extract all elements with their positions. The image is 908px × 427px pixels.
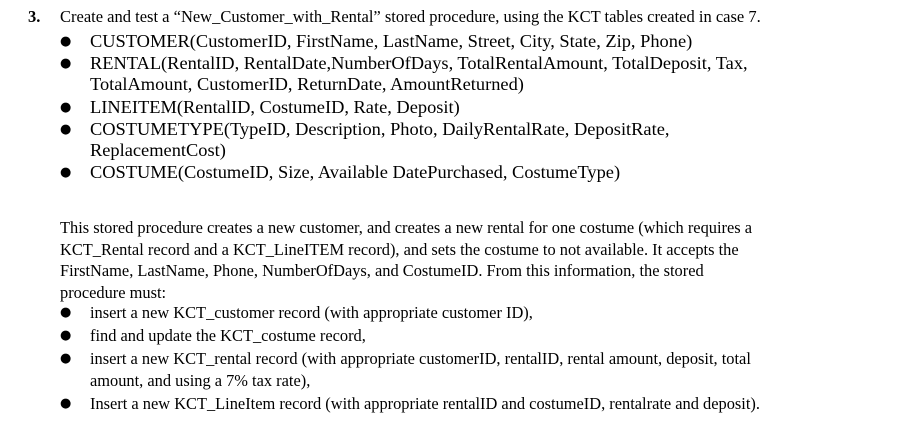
bullet-icon: ●	[60, 34, 72, 49]
step-line-continued: amount, and using a 7% tax rate),	[90, 370, 311, 390]
schema-line: COSTUME(CostumeID, Size, Available DatePurchased, CostumeType)	[90, 162, 621, 183]
bullet-icon: ●	[60, 305, 72, 320]
schema-line: CUSTOMER(CustomerID, FirstName, LastName, Street, City, State, Zip, Phone)	[90, 31, 693, 51]
table-schema-list	[60, 31, 850, 184]
bullet-icon: ●	[60, 327, 72, 343]
list-item	[60, 97, 850, 118]
description-line: KCT_Rental record and a KCT_LineITEM record), and sets the costume to not available. It accepts the	[60, 239, 739, 259]
schema-line: LINEITEM(RentalID, CostumeID, Rate, Deposit)	[90, 96, 460, 117]
question-number: 3.	[28, 7, 41, 26]
procedure-steps-list	[60, 302, 860, 416]
list-item	[60, 393, 860, 415]
list-item	[60, 302, 860, 324]
description-line: This stored procedure creates a new customer, and creates a new rental for one costume (which requires a	[60, 218, 752, 237]
description-line: FirstName, LastName, Phone, NumberOfDays, and CostumeID. From this information, the stored	[60, 261, 704, 281]
list-item	[60, 325, 860, 347]
schema-line-continued: ReplacementCost)	[90, 140, 226, 161]
bullet-icon: ●	[60, 395, 72, 411]
list-item	[60, 119, 850, 161]
schema-line: COSTUMETYPE(TypeID, Description, Photo, DailyRentalRate, DepositRate,	[90, 118, 670, 139]
bullet-icon: ●	[60, 165, 72, 181]
bullet-icon: ●	[60, 56, 72, 72]
step-line: insert a new KCT_rental record (with appropriate customerID, rentalID, rental amount, deposit, total	[90, 348, 751, 368]
step-line: insert a new KCT_customer record (with appropriate customer ID),	[90, 303, 533, 322]
list-item	[60, 53, 850, 95]
bullet-icon: ●	[60, 99, 72, 115]
schema-line-continued: TotalAmount, CustomerID, ReturnDate, AmountReturned)	[90, 74, 524, 95]
step-line: Insert a new KCT_LineItem record (with appropriate rentalID and costumeID, rentalrate and deposit).	[90, 393, 760, 413]
description-paragraph	[60, 217, 850, 303]
description-line: procedure must:	[60, 282, 167, 302]
step-line: find and update the KCT_costume record,	[90, 325, 366, 345]
schema-line: RENTAL(RentalID, RentalDate,NumberOfDays, TotalRentalAmount, TotalDeposit, Tax,	[90, 53, 748, 74]
list-item	[60, 348, 860, 391]
bullet-icon: ●	[60, 350, 72, 366]
list-item	[60, 31, 850, 52]
bullet-icon: ●	[60, 121, 72, 137]
question-text: Create and test a “New_Customer_with_Rental” stored procedure, using the KCT tables created in case 7.	[60, 7, 761, 26]
list-item	[60, 162, 850, 183]
